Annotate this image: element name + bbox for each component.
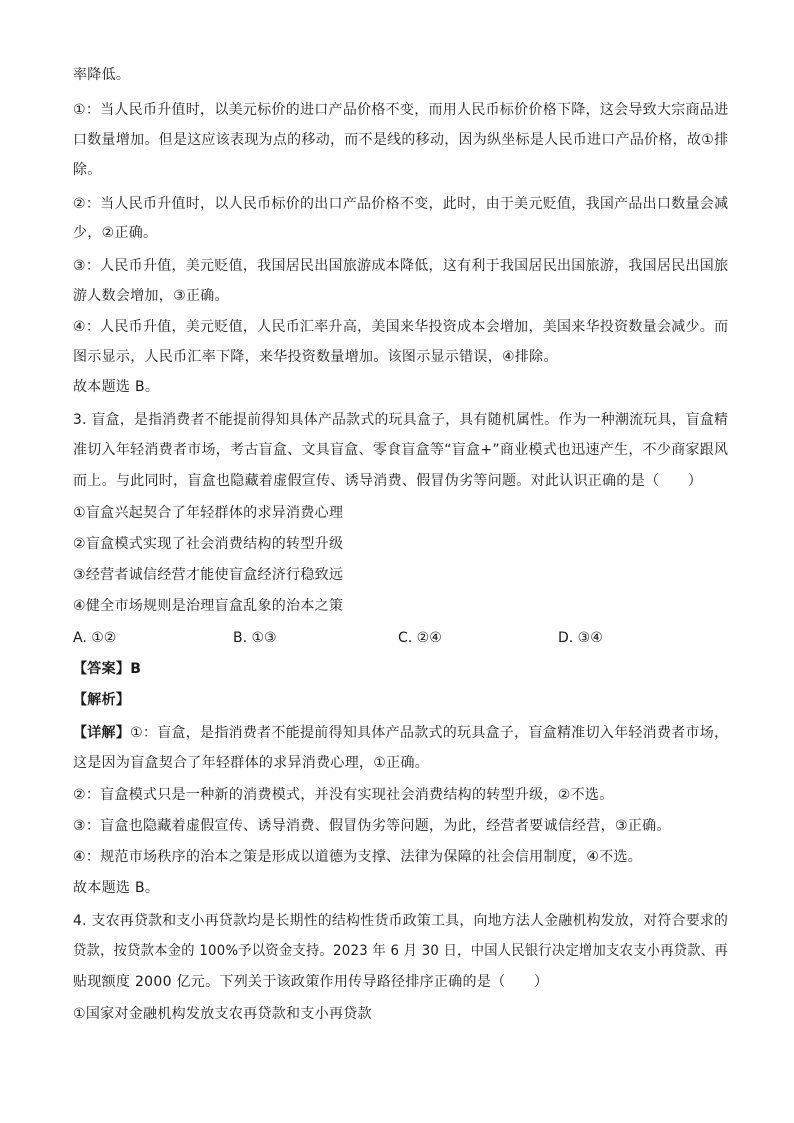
- option-d: D. ③④: [558, 630, 603, 646]
- question-3-line: 3. 盲盒，是指消费者不能提前得知具体产品款式的玩具盒子，具有随机属性。作为一种潮流玩具，盲盒精: [73, 412, 729, 428]
- detail-text: ①：盲盒，是指消费者不能提前得知具体产品款式的玩具盒子，盲盒精准切入年轻消费者市场，: [130, 725, 729, 741]
- text-line: 图示显示，人民币汇率下降，来华投资数量增加。该图示显示错误，④排除。: [73, 349, 558, 365]
- detail-line: ④：规范市场秩序的治本之策是形成以道德为支撑、法律为保障的社会信用制度，④不选。: [73, 849, 643, 865]
- text-line: ②：当人民币升值时，以人民币标价的出口产品价格不变，此时，由于美元贬值，我国产品出口数量会减: [73, 196, 729, 212]
- detail-line: 这是因为盲盒契合了年轻群体的求异消费心理，①正确。: [73, 755, 430, 771]
- statement-item: ②盲盒模式实现了社会消费结构的转型升级: [73, 536, 344, 552]
- statement-item: ④健全市场规则是治理盲盒乱象的治本之策: [73, 598, 344, 614]
- detail-line: ②：盲盒模式只是一种新的消费模式，并没有实现社会消费结构的转型升级，②不选。: [73, 787, 614, 803]
- question-3-line: 而上。与此同时，盲盒也隐藏着虚假宣传、诱导消费、假冒伪劣等问题。对此认识正确的是（ ）: [73, 473, 703, 489]
- question-3-line: 准切入年轻消费者市场，考古盲盒、文具盲盒、零食盲盒等“盲盒+”商业模式也迅速产生，不少商家跟风: [73, 442, 729, 458]
- question-4-line: 贷款，按贷款本金的 100%予以资金支持。2023 年 6 月 30 日，中国人民银行决定增加支农支小再贷款、再: [73, 943, 728, 959]
- option-a: A. ①②: [73, 630, 117, 646]
- text-line: 除。: [73, 162, 102, 178]
- option-b: B. ①③: [233, 630, 277, 646]
- question-4-line: 4. 支农再贷款和支小再贷款均是长期性的结构性货币政策工具，向地方法人金融机构发放，对符合要求的: [73, 913, 729, 929]
- text-line: 故本题选 B。: [73, 379, 160, 395]
- detail-tag: 【详解】: [73, 725, 131, 741]
- text-line: 率降低。: [73, 67, 131, 83]
- statement-item: ①盲盒兴起契合了年轻群体的求异消费心理: [73, 505, 344, 521]
- option-c: C. ②④: [398, 630, 442, 646]
- detail-line: [73, 724, 728, 742]
- answer-label: 【答案】B: [73, 661, 142, 677]
- question-4-line: 贴现额度 2000 亿元。下列关于该政策作用传导路径排序正确的是（ ）: [73, 974, 549, 990]
- text-line: ①：当人民币升值时，以美元标价的进口产品价格不变，而用人民币标价价格下降，这会导致大宗商品进: [73, 102, 729, 118]
- text-line: ④：人民币升值，美元贬值，人民币汇率升高，美国来华投资成本会增加，美国来华投资数量会减少。而: [73, 319, 729, 335]
- statement-item: ③经营者诚信经营才能使盲盒经济行稳致远: [73, 567, 344, 583]
- text-line: 游人数会增加，③正确。: [73, 288, 229, 304]
- statement-item: ①国家对金融机构发放支农再贷款和支小再贷款: [73, 1006, 372, 1022]
- text-line: 口数量增加。但是这应该表现为点的移动，而不是线的移动，因为纵坐标是人民币进口产品价格，故①排: [73, 132, 729, 148]
- analysis-label: 【解析】: [73, 692, 131, 708]
- detail-line: ③：盲盒也隐藏着虚假宣传、诱导消费、假冒伪劣等问题，为此，经营者要诚信经营，③正确。: [73, 818, 671, 834]
- text-line: ③：人民币升值，美元贬值，我国居民出国旅游成本降低，这有利于我国居民出国旅游，我国居民出国旅: [73, 258, 729, 274]
- detail-conclusion: 故本题选 B。: [73, 880, 160, 896]
- text-line: 少，②正确。: [73, 225, 158, 241]
